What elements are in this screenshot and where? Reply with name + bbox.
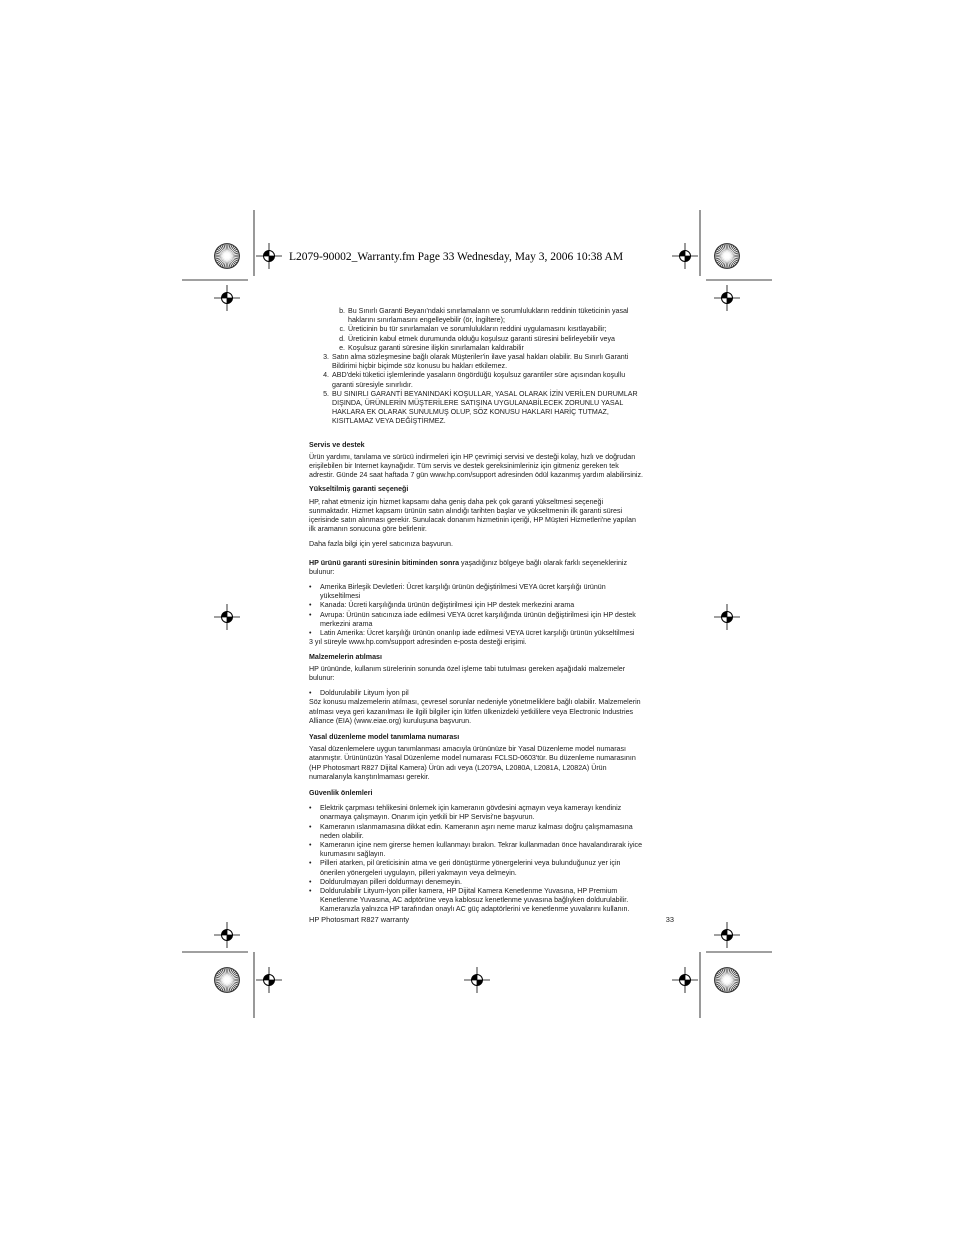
section-title-upgrade: Yükseltilmiş garanti seçeneği (309, 485, 409, 494)
limits-sublist (309, 307, 674, 353)
regulatory-paragraph: Yasal düzenlemelere uygun tanımlanması amacıyla ürününüze bir Yasal Düzenleme model numarası atanmıştır. Ürününüzün Yasal Düzenleme model numarası FCLSD-0603'tür. Bu düzenleme numarasının (HP Photosmart R827 Dijital Kamera) Ürün adı veya (L2079A, L2080A, L2081A, L2082A) Ürün numaralarıyla karıştırılmaması gerekir. (309, 745, 636, 781)
registration-mark (256, 967, 282, 993)
after-warranty-lead: HP ürünü garanti süresinin bitiminden sonra yaşadığınız bölgeye bağlı olarak farklı seçenekleriniz bulunur: (309, 558, 628, 576)
list-item: 5. BU SINIRLI GARANTİ BEYANINDAKİ KOŞULLAR, YASAL OLARAK İZİN VERİLEN DURUMLAR DIŞINDA, ÜRÜNLERİN MÜŞTERİLERE SATIŞINA UYGULANABİLECEK ZORUNLU YASAL HAKLARA EK OLARAK SUNULMUŞ OLUP, SÖZ KONUSU HAKLARI HARİÇ TUTMAZ, KISITLAMAZ VEYA DEĞİŞTİRMEZ. (323, 389, 638, 426)
print-header: L2079-90002_Warranty.fm Page 33 Wednesday, May 3, 2006 10:38 AM (289, 251, 624, 263)
page-number: 33 (665, 915, 674, 924)
registration-mark (672, 967, 698, 993)
list-item: • Amerika Birleşik Devletleri: Ücret karşılığı ürünün değiştirilmesi VEYA ücret karşılığı ürünün yükseltilmesi (309, 583, 606, 601)
section-title-safety: Güvenlik önlemleri (309, 788, 373, 797)
registration-mark (672, 243, 698, 269)
list-item: • Doldurulabilir Lityum İyon pil (309, 689, 409, 698)
list-item: • Pilleri atarken, pil üreticisinin atma ve geri dönüştürme yönergelerini veya bulunduğunuz yer için önerilen yönergeleri uygulayın, pilleri yakmayın veya delmeyin. (309, 859, 621, 877)
limits-numbered-list (309, 353, 674, 427)
list-item: e. Koşulsuz garanti süresine ilişkin sınırlamaları kaldırabilir (339, 343, 524, 352)
registration-mark (214, 604, 240, 630)
list-item: c. Üreticinin bu tür sınırlamaları ve sorumlulukların reddini uygulamasını kısıtlayabilir; (339, 325, 607, 334)
upgrade-note: Daha fazla bilgi için yerel satıcınıza başvurun. (309, 540, 453, 549)
safety-list (309, 804, 674, 914)
section-title-regulatory: Yasal düzenleme model tanımlama numarası (309, 732, 460, 741)
starburst-mark (215, 244, 240, 269)
warranty-content (309, 307, 674, 915)
registration-mark (256, 243, 282, 269)
registration-mark (214, 285, 240, 311)
list-item: • Doldurulmayan pilleri doldurmayı denemeyin. (309, 877, 462, 886)
list-item: 3. Satın alma sözleşmesine bağlı olarak Müşteriler'in ilave yasal hakları olabilir. Bu Sınırlı Garanti Bildirimi hiçbir biçimde söz konusu bu hakları etkilemez. (323, 353, 629, 371)
list-item: • Avrupa: Ürünün satıcınıza iade edilmesi VEYA ücret karşılığında ürünün değiştirilmesi için HP destek merkezini arama (309, 610, 636, 628)
registration-mark (714, 922, 740, 948)
list-item: • Elektrik çarpması tehlikesini önlemek için kameranın gövdesini açmayın veya kamerayı kendiniz onarmaya çalışmayın. Onarım için yetkili bir HP Servisi'ne başvurun. (309, 804, 622, 822)
list-item: b. Bu Sınırlı Garanti Beyanı'ndaki sınırlamaların ve sorumlulukların reddinin tüketicinin yasal haklarını sınırlamasını engelleyebilir (ör, İngiltere); (339, 307, 629, 325)
after-warranty-tail: 3 yıl süreyle www.hp.com/support adresinden e-posta desteği erişimi. (309, 638, 527, 647)
registration-mark (464, 967, 490, 993)
list-item: 4. ABD'deki tüketici işlemlerinde yasaların öngördüğü koşulsuz garantiler süre açısından koşullu garanti süresiyle sınırlıdır. (323, 371, 626, 389)
list-item: d. Üreticinin kabul etmek durumunda olduğu koşulsuz garanti süresini belirleyebilir veya (339, 334, 615, 343)
registration-mark (214, 922, 240, 948)
section-title-materials: Malzemelerin atılması (309, 652, 382, 661)
starburst-mark (715, 244, 740, 269)
materials-paragraph: HP ürününde, kullanım sürelerinin sonunda özel işleme tabi tutulması gereken aşağıdaki malzemeler bulunur: (309, 664, 626, 682)
starburst-mark (215, 968, 240, 993)
list-item: • Kanada: Ücreti karşılığında ürünün değiştirilmesi için HP destek merkezini arama (309, 601, 575, 610)
section-title-service: Servis ve destek (309, 440, 365, 449)
starburst-mark (715, 968, 740, 993)
materials-after: Söz konusu malzemelerin atılması, çevresel sorunlar nedeniyle yönetmeliklere bağlı olabilir. Malzemelerin atılması veya geri kazanılması ile ilgili bilgiler için lütfen ülkenizdeki yetkililere veya Electronic Industries Alliance (EIA) (www.eiae.org) kuruluşuna başvurun. (309, 698, 641, 725)
after-warranty-options (309, 583, 674, 638)
footer-product-name: HP Photosmart R827 warranty (309, 915, 410, 924)
list-item: • Doldurulabilir Lityum-İyon piller kamera, HP Dijital Kamera Kenetlenme Yuvasına, HP Premium Kenetlenme Yuvasına, AC adptörüne veya kablosuz kenetlenme yuvasına bağlıyken doldurulabilir. Kameranızla yalnızca HP tarafından onaylı AC güç adaptörlerini ve kenetlenme yuvalarını kullanın. (309, 886, 630, 914)
list-item: • Kameranın içine nem girerse hemen kullanmayı bırakın. Tekrar kullanmadan önce havalandırarak iyice kurumasını sağlayın. (309, 840, 643, 859)
list-item: • Kameranın ıslanmamasına dikkat edin. Kameranın aşırı neme maruz kalması doğru çalışmamasına neden olabilir. (309, 822, 633, 840)
service-paragraph: Ürün yardımı, tanılama ve sürücü indirmeleri için HP çevrimiçi servisi ve desteği kolay, hızlı ve doğrudan erişilebilen bir Internet kaynağıdır. Tüm servis ve destek gereksinimleriniz için gitmeniz gereken tek adrestir. Günde 24 saat haftada 7 gün www.hp.com/support adresinden ödül kazanmış yardım alabilirsiniz. (309, 452, 643, 480)
upgrade-paragraph: HP, rahat etmeniz için hizmet kapsamı daha geniş daha pek çok garanti yükseltmesi seçeneği sunmaktadır. Hizmet kapsamı ürünün satın alındığı tarihten başlar ve yükseltmenin ilk garanti süresi içerisinde satın alınması gerekir. Sunulacak donanım hizmetinin içeriği, HP Müşteri Hizmetleri'ne yapılan ilk aramanın sonucuna göre belirlenir. (309, 497, 636, 534)
registration-mark (714, 285, 740, 311)
registration-mark (714, 604, 740, 630)
list-item: • Latin Amerika: Ücret karşılığı ürünün onarılıp iade edilmesi VEYA ücret karşılığı ürünün yükseltilmesi (309, 629, 635, 638)
